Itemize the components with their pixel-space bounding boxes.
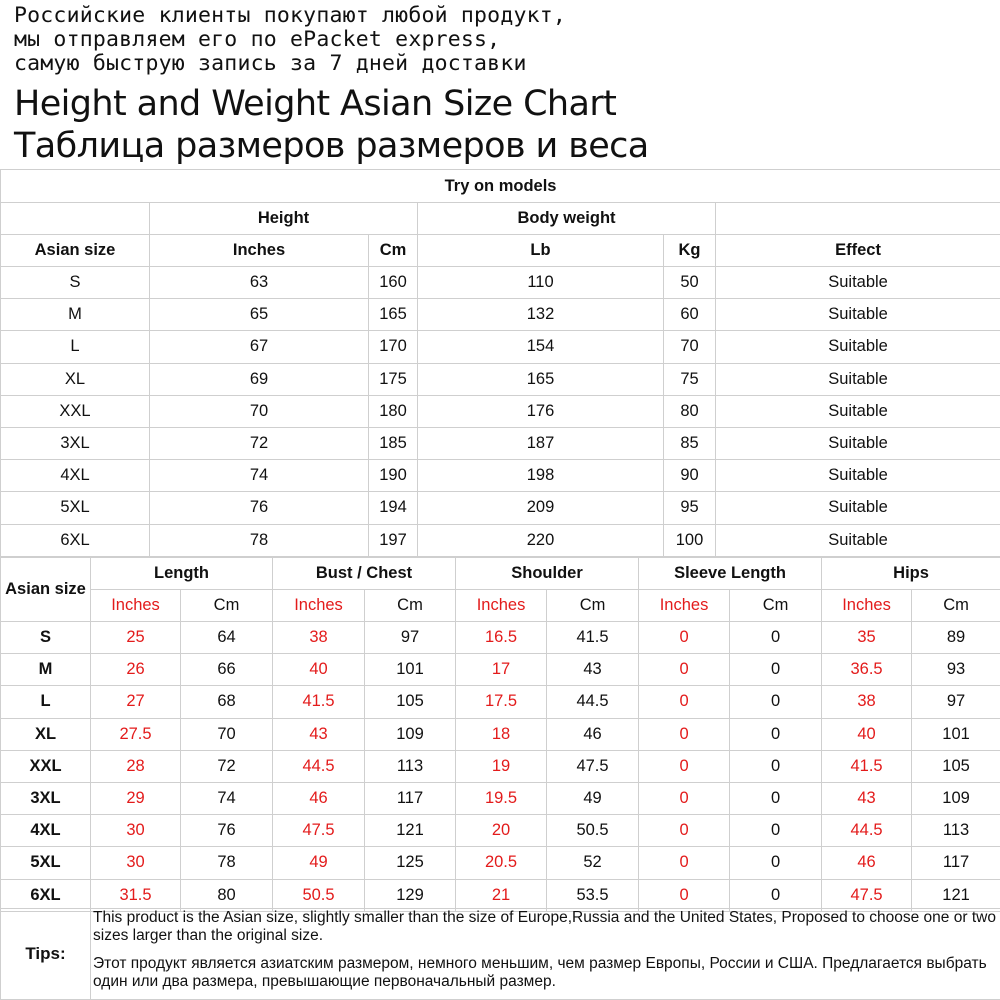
- table-cell: 198: [418, 460, 664, 492]
- table-cell: 90: [664, 460, 716, 492]
- table-cell: 63: [150, 267, 369, 299]
- table-cell: 72: [150, 427, 369, 459]
- inches-cell: 30: [91, 847, 181, 879]
- table-cell: 175: [369, 363, 418, 395]
- table-row: [1, 622, 1000, 654]
- table-cell: 220: [418, 524, 664, 556]
- cm-cell: 89: [912, 622, 1000, 654]
- column-header: Effect: [716, 235, 1000, 267]
- inches-cell: 44.5: [273, 750, 365, 782]
- cm-cell: 125: [365, 847, 456, 879]
- table-cell: 154: [418, 331, 664, 363]
- inches-cell: 31.5: [91, 879, 181, 911]
- subheader-cm: Cm: [547, 590, 639, 622]
- table-cell: 209: [418, 492, 664, 524]
- table-cell: 65: [150, 299, 369, 331]
- table-cell: 76: [150, 492, 369, 524]
- inches-cell: 17.5: [456, 686, 547, 718]
- table-cell: 70: [664, 331, 716, 363]
- cm-cell: 0: [730, 782, 822, 814]
- table-cell: 100: [664, 524, 716, 556]
- table-cell: 85: [664, 427, 716, 459]
- cm-cell: 74: [181, 782, 273, 814]
- cm-cell: 66: [181, 654, 273, 686]
- table-cell: 194: [369, 492, 418, 524]
- subheader-cm: Cm: [730, 590, 822, 622]
- shipping-note-line: самую быструю запись за 7 дней доставки: [14, 51, 527, 76]
- table-cell: 190: [369, 460, 418, 492]
- table-cell: 78: [150, 524, 369, 556]
- cm-cell: 113: [365, 750, 456, 782]
- column-header: Kg: [664, 235, 716, 267]
- shipping-note-line: Российские клиенты покупают любой продукт,: [14, 3, 567, 28]
- table-cell: 165: [369, 299, 418, 331]
- table-cell: Suitable: [716, 395, 1000, 427]
- tips-russian: Этот продукт является азиатским размером, немного меньшим, чем размер Европы, России и США. Предлагается выбрать один или два размера, превышающие первоначальный размер.: [93, 955, 987, 990]
- table-row: [1, 782, 1000, 814]
- cm-cell: 68: [181, 686, 273, 718]
- inches-cell: 47.5: [273, 815, 365, 847]
- inches-cell: 50.5: [273, 879, 365, 911]
- inches-cell: 43: [822, 782, 912, 814]
- cm-cell: 0: [730, 686, 822, 718]
- table-cell: Suitable: [716, 331, 1000, 363]
- size-cell: XXL: [1, 750, 91, 782]
- inches-cell: 19.5: [456, 782, 547, 814]
- inches-cell: 0: [639, 750, 730, 782]
- inches-cell: 25: [91, 622, 181, 654]
- table-row: [1, 524, 1000, 556]
- table-row: [1, 654, 1000, 686]
- table-row: [1, 686, 1000, 718]
- table-row: [1, 718, 1000, 750]
- table-row: [1, 427, 1000, 459]
- subheader-inches: Inches: [273, 590, 365, 622]
- size-cell: XL: [1, 718, 91, 750]
- cm-cell: 64: [181, 622, 273, 654]
- cm-cell: 47.5: [547, 750, 639, 782]
- inches-cell: 46: [822, 847, 912, 879]
- inches-cell: 43: [273, 718, 365, 750]
- header-height: Height: [150, 203, 418, 235]
- table-cell: Suitable: [716, 427, 1000, 459]
- inches-cell: 16.5: [456, 622, 547, 654]
- inches-cell: 41.5: [273, 686, 365, 718]
- cm-cell: 0: [730, 718, 822, 750]
- cm-cell: 0: [730, 847, 822, 879]
- cm-cell: 49: [547, 782, 639, 814]
- inches-cell: 27.5: [91, 718, 181, 750]
- table-cell: 165: [418, 363, 664, 395]
- column-header: Cm: [369, 235, 418, 267]
- cm-cell: 97: [365, 622, 456, 654]
- height-weight-table: [0, 169, 1000, 557]
- table-row: [1, 847, 1000, 879]
- subheader-inches: Inches: [639, 590, 730, 622]
- cm-cell: 50.5: [547, 815, 639, 847]
- inches-cell: 0: [639, 815, 730, 847]
- cm-cell: 46: [547, 718, 639, 750]
- table-cell: 197: [369, 524, 418, 556]
- cm-cell: 113: [912, 815, 1000, 847]
- tips-body: [91, 909, 1000, 1000]
- shipping-note-line: мы отправляем его по ePacket express,: [14, 27, 501, 52]
- cm-cell: 105: [912, 750, 1000, 782]
- cm-cell: 0: [730, 750, 822, 782]
- cm-cell: 101: [365, 654, 456, 686]
- shipping-note: [14, 4, 566, 76]
- tips-english: This product is the Asian size, slightly smaller than the size of Europe,Russia and the United States, Proposed to choose one or two sizes larger than the original size.: [93, 909, 996, 944]
- cm-cell: 52: [547, 847, 639, 879]
- inches-cell: 47.5: [822, 879, 912, 911]
- table-cell: 160: [369, 267, 418, 299]
- table-cell: 4XL: [1, 460, 150, 492]
- header-block: [0, 0, 1000, 170]
- table-cell: 80: [664, 395, 716, 427]
- table-cell: 69: [150, 363, 369, 395]
- cm-cell: 0: [730, 879, 822, 911]
- table-cell: Suitable: [716, 492, 1000, 524]
- table-caption: Try on models: [1, 170, 1000, 203]
- cm-cell: 105: [365, 686, 456, 718]
- header-length: Length: [91, 558, 273, 590]
- subheader-cm: Cm: [912, 590, 1000, 622]
- cm-cell: 80: [181, 879, 273, 911]
- inches-cell: 0: [639, 718, 730, 750]
- table-cell: 132: [418, 299, 664, 331]
- table-row: [1, 750, 1000, 782]
- cm-cell: 44.5: [547, 686, 639, 718]
- cm-cell: 109: [365, 718, 456, 750]
- inches-cell: 40: [273, 654, 365, 686]
- tips-table: [0, 908, 1000, 1000]
- table-cell: 6XL: [1, 524, 150, 556]
- table-cell: Suitable: [716, 267, 1000, 299]
- table-cell: 5XL: [1, 492, 150, 524]
- cm-cell: 121: [912, 879, 1000, 911]
- subheader-cm: Cm: [365, 590, 456, 622]
- table-cell: 70: [150, 395, 369, 427]
- cm-cell: 78: [181, 847, 273, 879]
- title-russian: Таблица размеров размеров и веса: [14, 126, 649, 166]
- column-header: Asian size: [1, 235, 150, 267]
- table-row: [1, 331, 1000, 363]
- inches-cell: 0: [639, 782, 730, 814]
- cm-cell: 43: [547, 654, 639, 686]
- cm-cell: 117: [912, 847, 1000, 879]
- inches-cell: 0: [639, 686, 730, 718]
- inches-cell: 38: [822, 686, 912, 718]
- cm-cell: 121: [365, 815, 456, 847]
- inches-cell: 0: [639, 622, 730, 654]
- table-cell: 95: [664, 492, 716, 524]
- title-english: Height and Weight Asian Size Chart: [14, 84, 617, 124]
- inches-cell: 0: [639, 879, 730, 911]
- inches-cell: 17: [456, 654, 547, 686]
- table-cell: 180: [369, 395, 418, 427]
- table-cell: 110: [418, 267, 664, 299]
- size-cell: 4XL: [1, 815, 91, 847]
- subheader-inches: Inches: [91, 590, 181, 622]
- table-row: [1, 363, 1000, 395]
- inches-cell: 0: [639, 847, 730, 879]
- cm-cell: 53.5: [547, 879, 639, 911]
- inches-cell: 28: [91, 750, 181, 782]
- inches-cell: 46: [273, 782, 365, 814]
- table-cell: 3XL: [1, 427, 150, 459]
- subheader-inches: Inches: [456, 590, 547, 622]
- cm-cell: 70: [181, 718, 273, 750]
- tips-label: Tips:: [1, 909, 91, 1000]
- table-row: [1, 815, 1000, 847]
- size-cell: 3XL: [1, 782, 91, 814]
- cm-cell: 93: [912, 654, 1000, 686]
- cm-cell: 129: [365, 879, 456, 911]
- table-cell: 50: [664, 267, 716, 299]
- subheader-inches: Inches: [822, 590, 912, 622]
- header-asian-size: Asian size: [1, 558, 91, 622]
- table-cell: 74: [150, 460, 369, 492]
- header-hips: Hips: [822, 558, 1000, 590]
- header-shoulder: Shoulder: [456, 558, 639, 590]
- header-empty: [1, 203, 150, 235]
- measurements-rows: [1, 622, 1000, 912]
- table-cell: S: [1, 267, 150, 299]
- table-cell: 176: [418, 395, 664, 427]
- table-row: [1, 267, 1000, 299]
- inches-cell: 20: [456, 815, 547, 847]
- cm-cell: 0: [730, 654, 822, 686]
- cm-cell: 76: [181, 815, 273, 847]
- table-cell: 185: [369, 427, 418, 459]
- inches-cell: 44.5: [822, 815, 912, 847]
- height-weight-rows: [1, 267, 1000, 557]
- cm-cell: 0: [730, 622, 822, 654]
- table-cell: Suitable: [716, 363, 1000, 395]
- table-cell: XL: [1, 363, 150, 395]
- header-body-weight: Body weight: [418, 203, 716, 235]
- inches-cell: 27: [91, 686, 181, 718]
- table-row: [1, 460, 1000, 492]
- table-cell: 60: [664, 299, 716, 331]
- cm-cell: 109: [912, 782, 1000, 814]
- header-bust-chest: Bust / Chest: [273, 558, 456, 590]
- size-cell: L: [1, 686, 91, 718]
- inches-cell: 38: [273, 622, 365, 654]
- measurements-table: [0, 557, 1000, 912]
- header-empty: [716, 203, 1000, 235]
- cm-cell: 117: [365, 782, 456, 814]
- size-cell: S: [1, 622, 91, 654]
- table-cell: 75: [664, 363, 716, 395]
- inches-cell: 36.5: [822, 654, 912, 686]
- cm-cell: 101: [912, 718, 1000, 750]
- inches-cell: 19: [456, 750, 547, 782]
- inches-cell: 21: [456, 879, 547, 911]
- table-row: [1, 492, 1000, 524]
- inches-cell: 20.5: [456, 847, 547, 879]
- size-cell: M: [1, 654, 91, 686]
- table-cell: 170: [369, 331, 418, 363]
- size-cell: 5XL: [1, 847, 91, 879]
- inches-cell: 18: [456, 718, 547, 750]
- table-cell: M: [1, 299, 150, 331]
- header-sleeve-length: Sleeve Length: [639, 558, 822, 590]
- inches-cell: 26: [91, 654, 181, 686]
- inches-cell: 40: [822, 718, 912, 750]
- table-cell: 187: [418, 427, 664, 459]
- table-row: [1, 299, 1000, 331]
- inches-cell: 35: [822, 622, 912, 654]
- cm-cell: 0: [730, 815, 822, 847]
- size-cell: 6XL: [1, 879, 91, 911]
- table-row: [1, 395, 1000, 427]
- inches-cell: 30: [91, 815, 181, 847]
- table-cell: Suitable: [716, 460, 1000, 492]
- table-cell: XXL: [1, 395, 150, 427]
- table-cell: Suitable: [716, 524, 1000, 556]
- cm-cell: 97: [912, 686, 1000, 718]
- table-cell: L: [1, 331, 150, 363]
- table-cell: 67: [150, 331, 369, 363]
- cm-cell: 72: [181, 750, 273, 782]
- inches-cell: 29: [91, 782, 181, 814]
- cm-cell: 41.5: [547, 622, 639, 654]
- subheader-cm: Cm: [181, 590, 273, 622]
- inches-cell: 49: [273, 847, 365, 879]
- inches-cell: 41.5: [822, 750, 912, 782]
- table-cell: Suitable: [716, 299, 1000, 331]
- column-header: Lb: [418, 235, 664, 267]
- inches-cell: 0: [639, 654, 730, 686]
- column-header: Inches: [150, 235, 369, 267]
- table-row: [1, 879, 1000, 911]
